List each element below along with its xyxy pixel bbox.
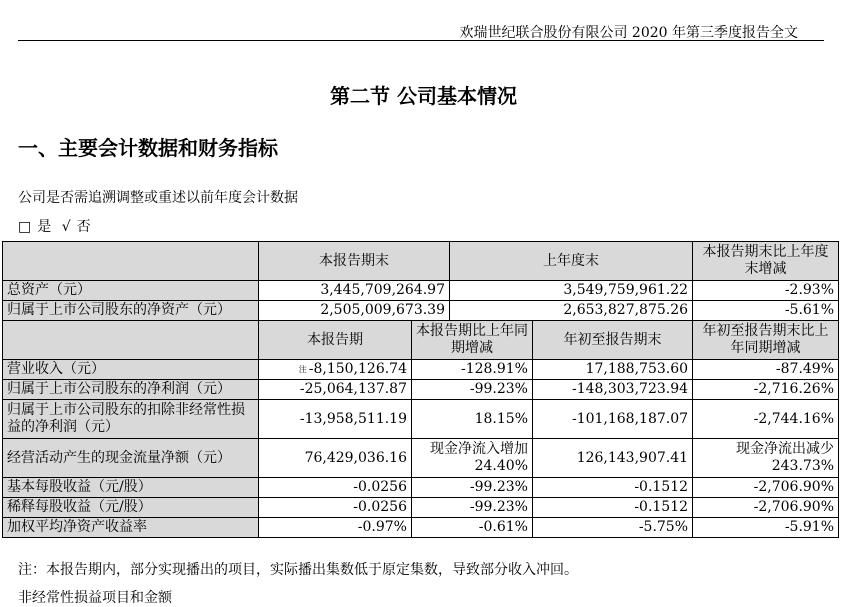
row-label: 归属于上市公司股东的净利润（元）: [3, 380, 259, 400]
table1-header-1: 本报告期末: [259, 242, 450, 281]
table1-corner: [3, 242, 259, 281]
report-header: 欢瑞世纪联合股份有限公司 2020 年第三季度报告全文: [459, 25, 798, 41]
row-label: 经营活动产生的现金流量净额（元）: [3, 439, 259, 478]
no-label: 否: [76, 219, 91, 235]
table-row: [3, 498, 839, 518]
cell-value: -5.91%: [693, 518, 839, 538]
checkbox-icon: □: [18, 219, 32, 235]
cell-value: -101,168,187.07: [533, 400, 693, 439]
table1-header-3: 本报告期末比上年度末增减: [693, 242, 839, 281]
financial-table: [2, 241, 839, 538]
next-section-partial: 非经常性损益项目和金额: [18, 590, 172, 606]
row-label: 归属于上市公司股东的扣除非经常性损益的净利润（元）: [3, 400, 259, 439]
cell-value: -25,064,137.87: [259, 380, 412, 400]
cell-value: -148,303,723.94: [533, 380, 693, 400]
row-label: 基本每股收益（元/股）: [3, 478, 259, 498]
table-row: [3, 360, 839, 380]
cell-text: 现金净流出减少: [736, 441, 835, 457]
table-row: [3, 281, 839, 301]
cell-value: -87.49%: [693, 360, 839, 380]
cell-value: 2,505,009,673.39: [259, 301, 450, 321]
table-row: [3, 439, 839, 478]
cell-value: -2,706.90%: [693, 478, 839, 498]
table2-header-4: 年初至报告期末比上年同期增减: [693, 321, 839, 360]
row-label: 加权平均净资产收益率: [3, 518, 259, 538]
cell-value: -0.61%: [412, 518, 533, 538]
row-label: 稀释每股收益（元/股）: [3, 498, 259, 518]
footnote: 注：本报告期内，部分实现播出的项目，实际播出集数低于原定集数，导致部分收入冲回。: [18, 562, 578, 578]
yes-label: 是: [37, 219, 52, 235]
cell-value: -0.0256: [259, 478, 412, 498]
cell-value: -5.75%: [533, 518, 693, 538]
cell-value: -2.93%: [693, 281, 839, 301]
cell-text: 现金净流入增加: [430, 441, 528, 457]
cell-value: 17,188,753.60: [533, 360, 693, 380]
heading: 一、主要会计数据和财务指标: [18, 136, 278, 160]
cell-value: 18.15%: [412, 400, 533, 439]
header-rule: [18, 0, 824, 41]
cell-value: [259, 360, 412, 380]
cell-value: 2,653,827,875.26: [450, 301, 693, 321]
cell-value: 76,429,036.16: [259, 439, 412, 478]
cell-value: -5.61%: [693, 301, 839, 321]
cell-value: -2,716.26%: [693, 380, 839, 400]
cell-value: -0.97%: [259, 518, 412, 538]
cell-text: 24.40%: [474, 458, 528, 474]
cell-value: [693, 439, 839, 478]
section-title: 第二节 公司基本情况: [330, 84, 517, 108]
note-mark: 注: [298, 365, 307, 374]
row-label: 归属于上市公司股东的净资产（元）: [3, 301, 259, 321]
cell-text: 243.73%: [771, 458, 835, 474]
table-row: [3, 478, 839, 498]
table2-header-row: [3, 321, 839, 360]
cell-value: -13,958,511.19: [259, 400, 412, 439]
cell-value: -0.0256: [259, 498, 412, 518]
check-icon: √: [61, 219, 71, 235]
table1-header-2: 上年度末: [450, 242, 693, 281]
cell-value: -2,706.90%: [693, 498, 839, 518]
table2-corner: [3, 321, 259, 360]
cell-value: [412, 439, 533, 478]
cell-text: -8,150,126.74: [308, 361, 407, 377]
cell-value: -99.23%: [412, 380, 533, 400]
cell-value: 3,445,709,264.97: [259, 281, 450, 301]
cell-value: -0.1512: [533, 498, 693, 518]
table-row: [3, 400, 839, 439]
cell-value: -99.23%: [412, 498, 533, 518]
row-label: 总资产（元）: [3, 281, 259, 301]
cell-value: -0.1512: [533, 478, 693, 498]
cell-value: -2,744.16%: [693, 400, 839, 439]
cell-value: -128.91%: [412, 360, 533, 380]
table-row: [3, 301, 839, 321]
table1-header-row: [3, 242, 839, 281]
cell-value: 3,549,759,961.22: [450, 281, 693, 301]
table2-header-3: 年初至报告期末: [533, 321, 693, 360]
table2-header-2: 本报告期比上年同期增减: [412, 321, 533, 360]
table-row: [3, 380, 839, 400]
row-label: 营业收入（元）: [3, 360, 259, 380]
table-row: [3, 518, 839, 538]
choice-row: [18, 216, 97, 236]
question: 公司是否需追溯调整或重述以前年度会计数据: [18, 190, 298, 206]
cell-value: 126,143,907.41: [533, 439, 693, 478]
table2-header-1: 本报告期: [259, 321, 412, 360]
cell-value: -99.23%: [412, 478, 533, 498]
